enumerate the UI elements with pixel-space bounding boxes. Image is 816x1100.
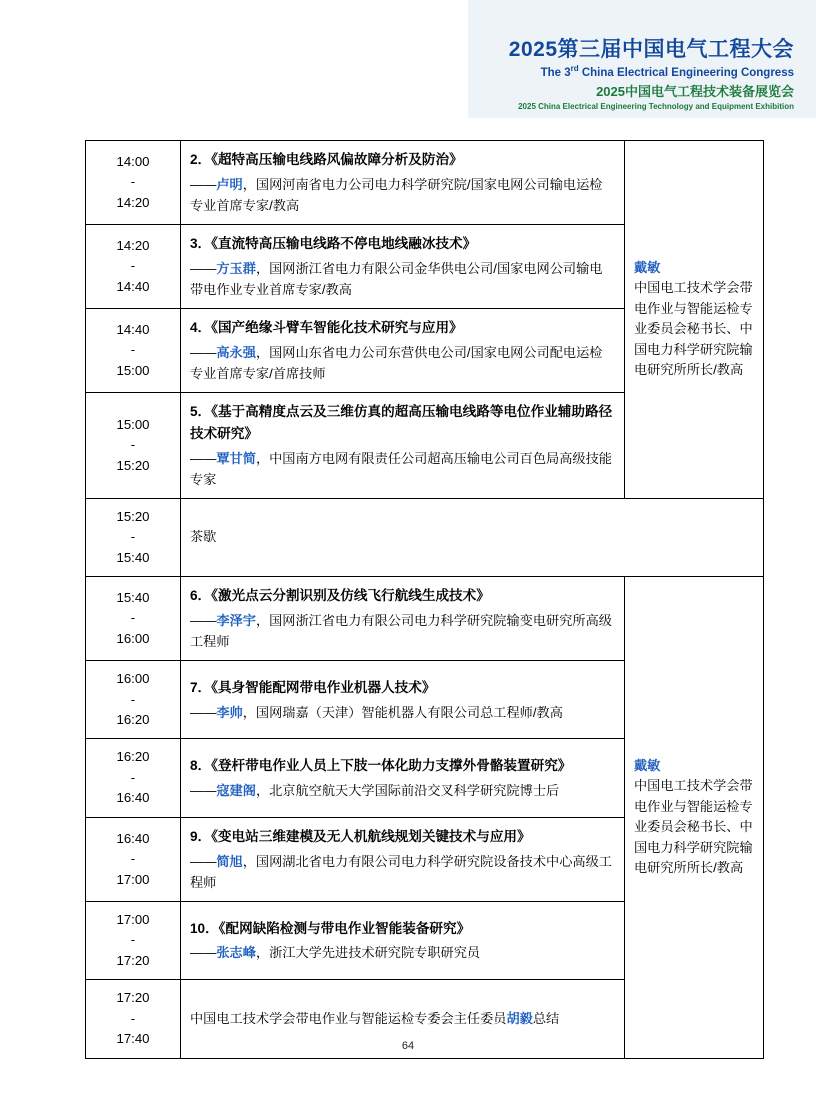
- row-content: [181, 225, 625, 309]
- row-time: 16:20 - 16:40: [86, 739, 181, 817]
- speaker-affiliation: ，中国南方电网有限责任公司超高压输电公司百色局高级技能专家: [190, 450, 612, 487]
- row-content: [181, 739, 625, 817]
- speaker-affiliation: ，国网浙江省电力有限公司电力科学研究院输变电研究所高级工程师: [190, 612, 612, 649]
- talk-title: 10．《配网缺陷检测与带电作业智能装备研究》: [190, 920, 471, 936]
- table-row: [86, 141, 764, 225]
- speaker-affiliation: ，国网山东省电力公司东营供电公司/国家电网公司配电运检专业首席专家/首席技师: [190, 344, 603, 381]
- talk-title: 7．《具身智能配网带电作业机器人技术》: [190, 679, 436, 695]
- talk-speaker: [190, 258, 615, 300]
- talk-speaker: [190, 942, 615, 963]
- speaker-name: 李帅: [216, 704, 243, 720]
- talk-speaker: [190, 342, 615, 384]
- table-row: [86, 577, 764, 661]
- row-content: [181, 309, 625, 393]
- row-time: 14:20 - 14:40: [86, 225, 181, 309]
- talk-speaker: [190, 702, 615, 723]
- page-number: 64: [401, 1040, 415, 1052]
- dash-mark: ——: [190, 945, 217, 961]
- row-time: 16:40 - 17:00: [86, 817, 181, 901]
- row-time: 16:00 - 16:20: [86, 661, 181, 739]
- session-chair-first: [625, 141, 764, 499]
- speaker-affiliation: ，国网瑞嘉（天津）智能机器人有限公司总工程师/教高: [242, 704, 563, 720]
- exhibition-title-cn: 2025中国电气工程技术装备展览会: [596, 84, 794, 100]
- dash-mark: ——: [190, 853, 217, 869]
- row-time: 17:20 - 17:40: [86, 980, 181, 1058]
- dash-mark: ——: [190, 176, 217, 192]
- speaker-name: 李泽宇: [216, 612, 256, 628]
- chair-detail: 中国电工技术学会带电作业与智能运检专业委员会秘书长、中国电力科学研究院输电研究所所长/教高: [634, 280, 753, 378]
- row-content: [181, 393, 625, 499]
- speaker-affiliation: ，国网河南省电力公司电力科学研究院/国家电网公司输电运检专业首席专家/教高: [190, 176, 603, 213]
- agenda-table: [85, 140, 764, 1059]
- chair-detail: 中国电工技术学会带电作业与智能运检专业委员会秘书长、中国电力科学研究院输电研究所所长/教高: [634, 778, 753, 876]
- speaker-name: 方玉群: [216, 260, 256, 276]
- speaker-name: 覃甘简: [216, 450, 256, 466]
- row-content: [181, 141, 625, 225]
- talk-speaker: [190, 851, 615, 893]
- row-time: 15:40 - 16:00: [86, 577, 181, 661]
- speaker-name: 高永强: [216, 344, 256, 360]
- summary-pre: 中国电工技术学会带电作业与智能运检专委会主任委员: [190, 1010, 507, 1026]
- speaker-name: 张志峰: [216, 945, 256, 961]
- dash-mark: ——: [190, 612, 217, 628]
- summary-name: 胡毅: [506, 1010, 533, 1026]
- ordinal-suffix: rd: [570, 64, 579, 74]
- speaker-affiliation: ，国网湖北省电力有限公司电力科学研究院设备技术中心高级工程师: [190, 853, 612, 890]
- header-banner: [468, 0, 816, 118]
- speaker-name: 寇建阁: [216, 782, 256, 798]
- dash-mark: ——: [190, 704, 217, 720]
- session-chair-second: [625, 577, 764, 1058]
- talk-title: 6．《激光点云分割识别及仿线飞行航线生成技术》: [190, 588, 490, 604]
- speaker-name: 卢明: [216, 176, 243, 192]
- congress-title-en-post: China Electrical Engineering Congress: [578, 66, 794, 79]
- dash-mark: ——: [190, 344, 217, 360]
- row-content: [181, 817, 625, 901]
- exhibition-title-en: 2025 China Electrical Engineering Technology and Equipment Exhibition: [518, 102, 794, 112]
- agenda-table-wrapper: [85, 140, 753, 1059]
- speaker-name: 简旭: [216, 853, 243, 869]
- talk-speaker: [190, 448, 615, 490]
- dash-mark: ——: [190, 450, 217, 466]
- row-time: 17:00 - 17:20: [86, 901, 181, 979]
- talk-title: 3．《直流特高压输电线路不停电地线融冰技术》: [190, 236, 477, 251]
- speaker-affiliation: ，北京航空航天大学国际前沿交叉科学研究院博士后: [255, 782, 560, 798]
- chair-name: 戴敏: [634, 757, 661, 773]
- congress-title-en-pre: The 3: [540, 66, 571, 79]
- talk-speaker: [190, 780, 615, 801]
- talk-title: 9．《变电站三维建模及无人机航线规划关键技术与应用》: [190, 828, 531, 844]
- talk-title: 8．《登杆带电作业人员上下肢一体化助力支撑外骨骼装置研究》: [190, 758, 572, 774]
- congress-title-cn: 2025第三届中国电气工程大会: [508, 38, 794, 61]
- dash-mark: ——: [190, 782, 217, 798]
- break-label: 茶歇: [181, 498, 764, 576]
- row-content: [181, 661, 625, 739]
- row-time: 15:20 - 15:40: [86, 498, 181, 576]
- row-time: 14:00 - 14:20: [86, 141, 181, 225]
- talk-speaker: [190, 174, 615, 216]
- talk-speaker: [190, 610, 615, 652]
- header-text-block: [509, 38, 794, 111]
- chair-name: 戴敏: [634, 260, 661, 276]
- row-content: [181, 577, 625, 661]
- row-content: [181, 901, 625, 979]
- row-time: 15:00 - 15:20: [86, 393, 181, 499]
- speaker-affiliation: ，国网浙江省电力有限公司金华供电公司/国家电网公司输电带电作业专业首席专家/教高: [190, 260, 603, 297]
- congress-title-en: [509, 64, 794, 80]
- dash-mark: ——: [190, 260, 217, 276]
- talk-title: 2．《超特高压输电线路风偏故障分析及防治》: [190, 152, 463, 167]
- talk-title: 5．《基于高精度点云及三维仿真的超高压输电线路等电位作业辅助路径技术研究》: [190, 404, 613, 441]
- summary-post: 总结: [532, 1010, 560, 1026]
- talk-title: 4．《国产绝缘斗臂车智能化技术研究与应用》: [190, 320, 463, 335]
- table-row: [86, 498, 764, 576]
- row-time: 14:40 - 15:00: [86, 309, 181, 393]
- speaker-affiliation: ，浙江大学先进技术研究院专职研究员: [255, 945, 481, 961]
